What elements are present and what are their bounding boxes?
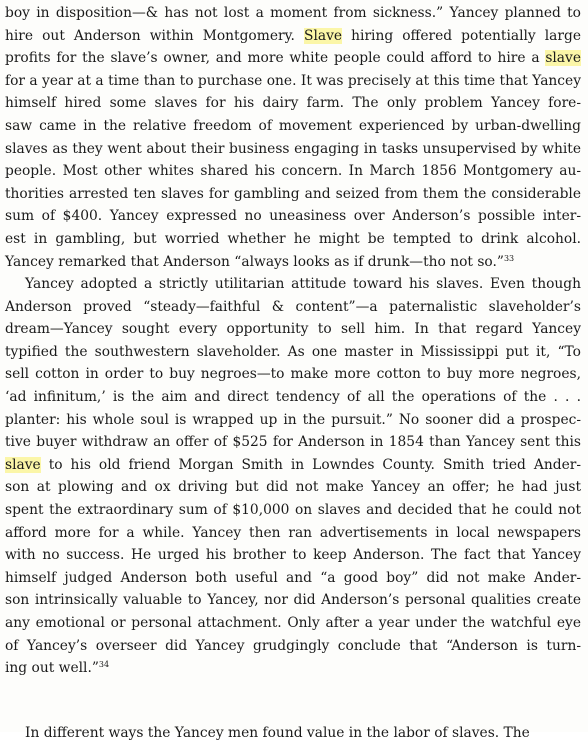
text-line: tive buyer withdraw an offer of $525 for Anderson in 1854 than Yancey sent this: [5, 434, 581, 451]
paragraph-1: [5, 2, 581, 273]
text-line: planter: his whole soul is wrapped up in the pursuit.” No sooner did a prospec-: [5, 411, 581, 428]
text-line: people. Most other whites shared his concern. In March 1856 Montgomery au-: [5, 163, 581, 180]
text-line: himself judged Anderson both useful and “a good boy” did not make Ander-: [5, 569, 581, 586]
text-line: hire out Anderson within Montgomery. Slave hiring offered potentially large: [5, 27, 582, 44]
text-line: with no success. He urged his brother to keep Anderson. The fact that Yancey: [5, 547, 581, 564]
text-line: son intrinsically valuable to Yancey, nor did Anderson’s personal qualities create: [5, 592, 581, 609]
text-line: thorities arrested ten slaves for gambling and seized from them the considerable: [5, 185, 581, 202]
text-line: est in gambling, but worried whether he might be tempted to drink alcohol.: [5, 230, 581, 247]
footnote-marker[interactable]: 34: [98, 660, 110, 670]
text-line: sum of $400. Yancey expressed no uneasiness over Anderson’s possible inter-: [5, 208, 581, 225]
text-line: afford more for a while. Yancey then ran advertisements in local newspapers: [5, 524, 581, 541]
cut-off-text-line: In different ways the Yancey men found value in the labor of slaves. The: [25, 725, 530, 741]
text-line: sell cotton in order to buy negroes—to make more cotton to buy more negroes,: [5, 366, 581, 383]
text-line: himself hired some slaves for his dairy farm. The only problem Yancey fore-: [5, 95, 581, 112]
text-line: slaves as they went about their business engaging in tasks unsupervised by white: [5, 140, 581, 157]
text-line: saw came in the relative freedom of movement experienced by urban-dwelling: [5, 117, 581, 134]
highlighted-word[interactable]: slave: [545, 50, 581, 67]
text-line: dream—Yancey sought every opportunity to sell him. In that regard Yancey: [5, 321, 581, 338]
text-line: son at plowing and ox driving but did not make Yancey an offer; he had just: [5, 479, 581, 496]
text-line: of Yancey’s overseer did Yancey grudgingly conclude that “Anderson is turn-: [5, 637, 581, 654]
highlighted-word[interactable]: Slave: [304, 27, 343, 44]
text-line: any emotional or personal attachment. Only after a year under the watchful eye: [5, 614, 581, 631]
text-line: profits for the slave’s owner, and more white people could afford to hire a slave: [5, 50, 581, 67]
text-line: slave to his old friend Morgan Smith in Lowndes County. Smith tried Ander-: [5, 456, 581, 473]
highlighted-word[interactable]: slave: [5, 456, 41, 473]
text-line: typified the southwestern slaveholder. As one master in Mississippi put it, “To: [5, 343, 581, 360]
footnote-marker[interactable]: 33: [503, 253, 515, 263]
text-line: ‘ad infinitum,’ is the aim and direct tendency of all the operations of the . . .: [5, 388, 581, 405]
text-line: for a year at a time than to purchase one. It was precisely at this time that Yancey: [5, 72, 581, 89]
text-line: Yancey adopted a strictly utilitarian attitude toward his slaves. Even though: [25, 276, 581, 292]
text-line: Anderson proved “steady—faithful & content”—a paternalistic slaveholder’s: [5, 298, 581, 315]
text-line: spent the extraordinary sum of $10,000 on slaves and decided that he could not: [5, 501, 581, 518]
text-line: ing out well.”$^{34}$: [5, 660, 110, 677]
text-line: boy in disposition—& has not lost a moment from sickness.” Yancey planned to: [5, 5, 581, 21]
text-line: Yancey remarked that Anderson “always looks as if drunk—tho not so.”$^{33}$: [5, 253, 515, 270]
paragraph-2: [5, 273, 581, 680]
